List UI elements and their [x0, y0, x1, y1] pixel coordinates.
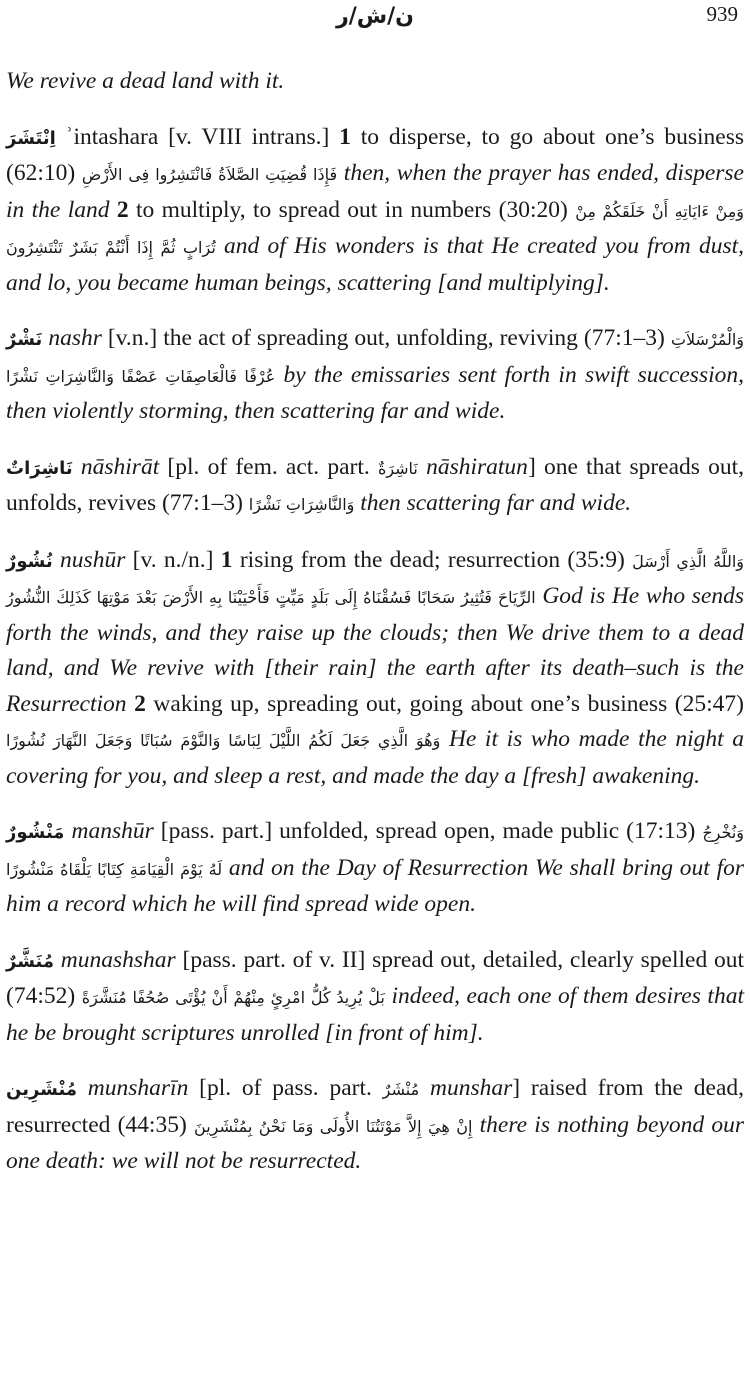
transliteration: manshūr [71, 818, 154, 844]
transliteration: munsharīn [87, 1075, 189, 1101]
dictionary-column [6, 64, 744, 1200]
translation: and of His wonders is that He created you from dust, and lo, you became human beings, scattering [and multiplying]. [6, 233, 744, 296]
root-letters-heading: ن/ش/ر [336, 4, 414, 29]
entry-manshur: مَنْشُورٌ manshūr [pass. part.] unfolded, spread open, made public (17:13) وَنُخْرِجُ لَهُ يَوْمَ الْقِيَامَةِ كِتَابًا يَلْقَاهُ مَنْشُورًا and on the Day of Resurrection We shall bring out for him a record which he will find spread wide open. [6, 818, 745, 917]
quran-quote: وَالنَّاشِرَاتِ نَشْرًا [248, 495, 355, 514]
transliteration: munashshar [60, 946, 176, 973]
headword: اِنْتَشَرَ [6, 127, 56, 149]
transliteration: ʾintashara [65, 123, 159, 150]
headword: مُنْشَرِين [6, 1079, 77, 1100]
transliteration: nāshiratun [426, 453, 528, 480]
entry-munashshar: مُنَشَّرٌ munashshar [pass. part. of v. II] spread out, detailed, clearly spelled out (74:52) بَلْ يُرِيدُ كُلُّ امْرِئٍ مِنْهُمْ أَنْ يُؤْتَى صُحُفًا مُنَشَّرَةً indeed, each one of them desires that he be brought scriptures unrolled [in front of him]. [6, 946, 744, 1046]
transliteration: nāshirāt [80, 453, 160, 480]
arabic-form: نَاشِرَةٌ [377, 458, 418, 478]
headword: نَاشِرَاتٌ [6, 457, 73, 479]
sense-number: 1 [220, 546, 233, 573]
translation: by the emissaries sent forth in swift succession, then violently storming, then scattering far and wide. [6, 361, 744, 424]
entry-intashara: اِنْتَشَرَ ʾintashara [v. VIII intrans.] 1 to disperse, to go about one’s business (62:10) فَإِذَا قُضِيَتِ الصَّلاَةُ فَانْتَشِرُوا فِى الأَرْضِ then, when the prayer has ended, disperse in the land 2 to multiply, to spread out in numbers (30:20) وَمِنْ ءَايَاتِهِ أَنْ خَلَقَكُمْ مِنْ تُرَابٍ ثُمَّ إِذَا أَنْتُمْ بَشَرٌ تَنْتَشِرُونَ and of His wonders is that He created you from dust, and lo, you became human beings, scattering [and multiplying]. [6, 123, 745, 296]
continued-text: We revive a dead land with it. [6, 68, 285, 94]
page-number: 939 [706, 2, 738, 26]
translation: then scattering far and wide. [354, 490, 632, 516]
quran-quote: إِنْ هِيَ إِلاَّ مَوْتَتُنَا الأُولَى وَمَا نَحْنُ بِمُنْشَرِينَ [194, 1116, 473, 1136]
headword: مُنَشَّرٌ [6, 950, 55, 972]
quran-quote: وَمِنْ ءَايَاتِهِ أَنْ خَلَقَكُمْ مِنْ تُرَابٍ ثُمَّ إِذَا أَنْتُمْ بَشَرٌ تَنْتَشِرُونَ [6, 201, 744, 257]
translation: then, when the prayer has ended, disperse in the land [6, 160, 744, 223]
translation: He it is who made the night a covering for you, and sleep a rest, and made the day a [fresh] awakening. [6, 726, 745, 789]
entry-munsharin: مُنْشَرِين munsharīn [pl. of pass. part. مُنْشَرٌ munshar] raised from the dead, resurrected (44:35) إِنْ هِيَ إِلاَّ مَوْتَتُنَا الأُولَى وَمَا نَحْنُ بِمُنْشَرِينَ there is nothing beyond our one death: we will not be resurrected. [6, 1075, 745, 1174]
entry-nashr: نَشْرٌ nashr [v.n.] the act of spreading out, unfolding, reviving (77:1–3) وَالْمُرْسَلاَتِ عُرْفًا فَالْعَاصِفَاتِ عَصْفًا وَالنَّاشِرَاتِ نَشْرًا by the emissaries sent forth in swift succession, then violently storming, then scattering far and wide. [6, 325, 745, 424]
translation: and on the Day of Resurrection We shall bring out for him a record which he will find spread wide open. [6, 854, 744, 917]
sense-number: 1 [339, 123, 351, 150]
translation: God is He who sends forth the winds, and they raise up the clouds; then We drive them to a dead land, and We revive with [their rain] the earth after its death–such is the Resurrection [6, 583, 744, 717]
sense-number: 2 [116, 196, 129, 223]
page-header [0, 0, 750, 40]
quran-quote: بَلْ يُرِيدُ كُلُّ امْرِئٍ مِنْهُمْ أَنْ يُؤْتَى صُحُفًا مُنَشَّرَةً [81, 988, 385, 1007]
quran-quote: وَنُخْرِجُ لَهُ يَوْمَ الْقِيَامَةِ كِتَابًا يَلْقَاهُ مَنْشُورًا [6, 823, 745, 879]
quran-quote: وَاللَّهُ الَّذِي أَرْسَلَ الرِّيَاحَ فَتُثِيرُ سَحَابًا فَسُقْنَاهُ إِلَى بَلَدٍ مَيِّتٍ فَأَحْيَيْنَا بِهِ الأَرْضَ بَعْدَ مَوْتِهَا كَذَلِكَ النُّشُورُ [6, 551, 745, 607]
quran-quote: فَإِذَا قُضِيَتِ الصَّلاَةُ فَانْتَشِرُوا فِى الأَرْضِ [81, 165, 338, 184]
entry-nushur: نُشُورٌ nushūr [v. n./n.] 1 rising from the dead; resurrection (35:9) وَاللَّهُ الَّذِي أَرْسَلَ الرِّيَاحَ فَتُثِيرُ سَحَابًا فَسُقْنَاهُ إِلَى بَلَدٍ مَيِّتٍ فَأَحْيَيْنَا بِهِ الأَرْضَ بَعْدَ مَوْتِهَا كَذَلِكَ النُّشُورُ God is He who sends forth the winds, and they raise up the clouds; then We drive them to a dead land, and We revive with [their rain] the earth after its death–such is the Resurrection 2 waking up, spreading out, going about one’s business (25:47) وَهُوَ الَّذِي جَعَلَ لَكُمُ اللَّيْلَ لِبَاسًا وَالنَّوْمَ سُبَاتًا وَجَعَلَ النَّهَارَ نُشُورًا He it is who made the night a covering for you, and sleep a rest, and made the day a [fresh] awakening. [6, 546, 745, 789]
headword: نَشْرٌ [6, 329, 43, 350]
translation: indeed, each one of them desires that he be brought scriptures unrolled [in front of him]. [6, 983, 744, 1046]
transliteration: nashr [48, 325, 102, 351]
transliteration: munshar [429, 1075, 513, 1101]
quran-quote: وَهُوَ الَّذِي جَعَلَ لَكُمُ اللَّيْلَ لِبَاسًا وَالنَّوْمَ سُبَاتًا وَجَعَلَ النَّهَارَ نُشُورًا [6, 731, 441, 750]
transliteration: nushūr [60, 546, 126, 573]
translation: there is nothing beyond our one death: we will not be resurrected. [6, 1111, 744, 1174]
headword: نُشُورٌ [6, 550, 53, 572]
arabic-form: مُنْشَرٌ [382, 1080, 420, 1099]
sense-number: 2 [134, 690, 146, 717]
quran-quote: وَالْمُرْسَلاَتِ عُرْفًا فَالْعَاصِفَاتِ عَصْفًا وَالنَّاشِرَاتِ نَشْرًا [6, 330, 745, 386]
headword: مَنْشُورٌ [6, 822, 65, 843]
entry-nashirat: نَاشِرَاتٌ nāshirāt [pl. of fem. act. part. نَاشِرَةٌ nāshiratun] one that spreads out, unfolds, revives (77:1–3) وَالنَّاشِرَاتِ نَشْرًا then scattering far and wide. [6, 453, 745, 516]
